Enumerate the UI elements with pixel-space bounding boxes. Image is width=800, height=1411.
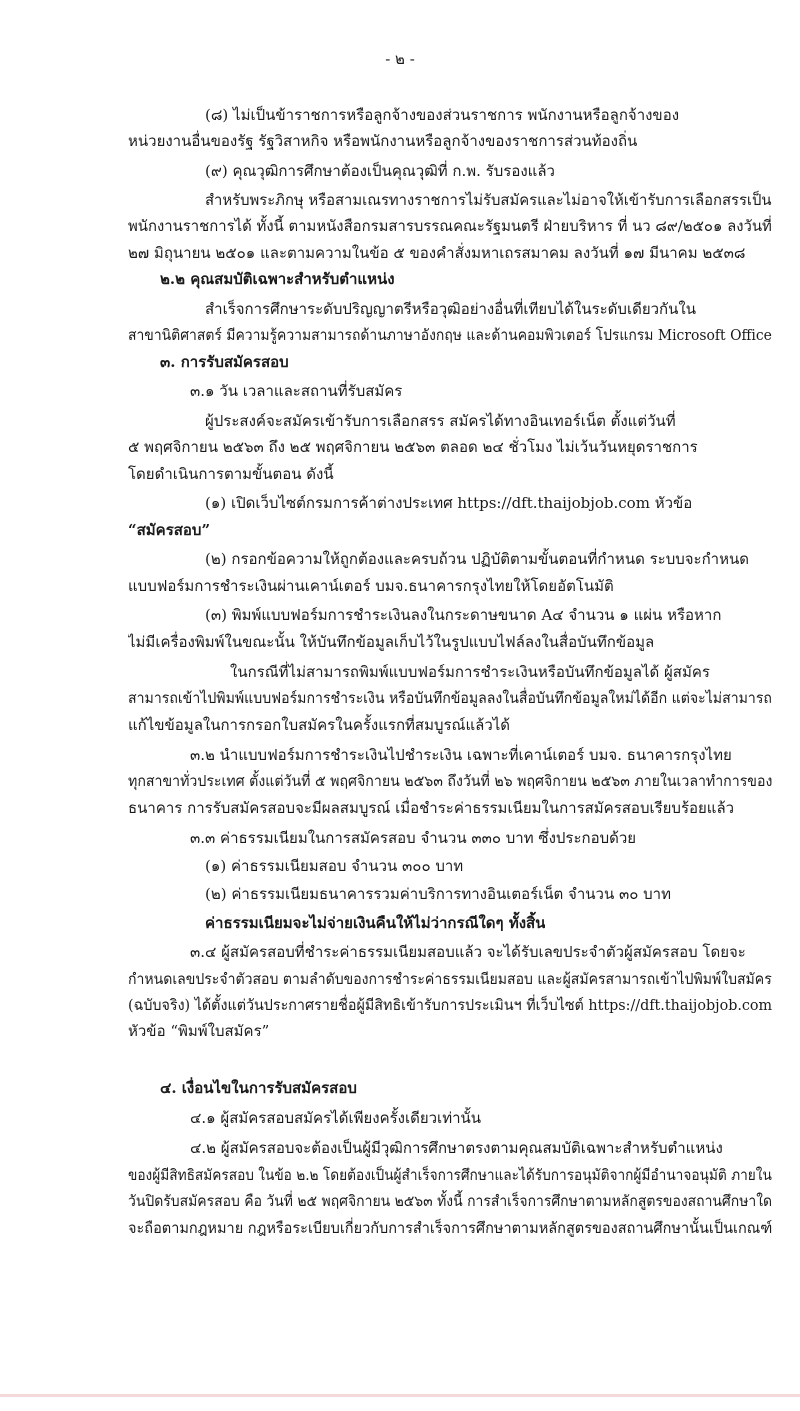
text-line-d4: หัวข้อ “พิมพ์ใบสมัคร” xyxy=(128,1022,270,1040)
text-line-d3: (ฉบับจริง) ได้ตั้งแต่วันประกาศรายชื่อผู้มีสิทธิเข้ารับการประเมินฯ ที่เว็บไซต์ https://dft.thaijobjob.com xyxy=(128,996,773,1014)
text-line-h22: ๒.๒ คุณสมบัติเฉพาะสำหรับตำแหน่ง xyxy=(160,270,395,288)
text-line-h4: ๔. เงื่อนไขในการรับสมัครสอบ xyxy=(160,1079,357,1097)
text-line-s1: สำเร็จการศึกษาระดับปริญญาตรีหรือวุฒิอย่างอื่นที่เทียบได้ในระดับเดียวกันใน xyxy=(205,300,696,318)
text-line-f1: (๑) ค่าธรรมเนียมสอบ จำนวน ๓๐๐ บาท xyxy=(205,857,464,875)
text-line-q9: (๙) คุณวุฒิการศึกษาต้องเป็นคุณวุฒิที่ ก.พ. รับรองแล้ว xyxy=(205,162,555,180)
text-line-h3: ๓. การรับสมัครสอบ xyxy=(160,353,289,371)
text-line-p2b: แบบฟอร์มการชำระเงินผ่านเคาน์เตอร์ บมจ.ธนาคารกรุงไทยให้โดยอัตโนมัติ xyxy=(128,577,614,595)
text-line-f3: ค่าธรรมเนียมจะไม่จ่ายเงินคืนให้ไม่ว่ากรณีใดๆ ทั้งสิ้น xyxy=(205,914,546,932)
text-line-p1b: “สมัครสอบ” xyxy=(128,521,211,539)
text-line-p2: (๒) กรอกข้อความให้ถูกต้องและครบถ้วน ปฏิบัติตามขั้นตอนที่กำหนด ระบบจะกำหนด xyxy=(205,550,749,568)
page-number: - ๒ - xyxy=(385,50,415,68)
text-line-e2: ของผู้มีสิทธิสมัครสอบ ในข้อ ๒.๒ โดยต้องเป็นผู้สำเร็จการศึกษาและได้รับการอนุมัติจากผู้มีอำนาจอนุมัติ ภายใน xyxy=(128,1166,772,1184)
text-line-q8: (๘) ไม่เป็นข้าราชการหรือลูกจ้างของส่วนราชการ พนักงานหรือลูกจ้างของ xyxy=(205,106,680,124)
text-line-n2: สามารถเข้าไปพิมพ์แบบฟอร์มการชำระเงิน หรือบันทึกข้อมูลลงในสื่อบันทึกข้อมูลใหม่ได้อีก แต่จะไม่สามารถ xyxy=(128,689,772,707)
text-line-p3b: ไม่มีเครื่องพิมพ์ในขณะนั้น ให้บันทึกข้อมูลเก็บไว้ในรูปแบบไฟล์ลงในสื่อบันทึกข้อมูล xyxy=(128,633,655,651)
text-line-c3: ธนาคาร การรับสมัครสอบจะมีผลสมบูรณ์ เมื่อชำระค่าธรรมเนียมในการสมัครสอบเรียบร้อยแล้ว xyxy=(128,799,735,817)
text-line-h31: ๓.๑ วัน เวลาและสถานที่รับสมัคร xyxy=(190,382,403,400)
text-line-p1: (๑) เปิดเว็บไซต์กรมการค้าต่างประเทศ https://dft.thaijobjob.com หัวข้อ xyxy=(205,494,693,512)
text-line-e4: จะถือตามกฎหมาย กฎหรือระเบียบเกี่ยวกับการสำเร็จการศึกษาตามหลักสูตรของสถานศึกษานั้นเป็นเกณฑ์ xyxy=(128,1219,773,1237)
text-line-h42: ๔.๒ ผู้สมัครสอบจะต้องเป็นผู้มีวุฒิการศึกษาตรงตามคุณสมบัติเฉพาะสำหรับตำแหน่ง xyxy=(190,1139,723,1157)
text-line-h32: ๓.๒ นำแบบฟอร์มการชำระเงินไปชำระเงิน เฉพาะที่เคาน์เตอร์ บมจ. ธนาคารกรุงไทย xyxy=(190,746,732,764)
text-line-n3: แก้ไขข้อมูลในการกรอกใบสมัครในครั้งแรกที่สมบูรณ์แล้วได้ xyxy=(128,716,511,734)
page-bottom-edge xyxy=(0,1394,800,1397)
text-line-p3: (๓) พิมพ์แบบฟอร์มการชำระเงินลงในกระดาษขนาด A๔ จำนวน ๑ แผ่น หรือหาก xyxy=(205,606,722,624)
text-line-m1: สำหรับพระภิกษุ หรือสามเณรทางราชการไม่รับสมัครและไม่อาจให้เข้ารับการเลือกสรรเป็น xyxy=(205,191,772,209)
text-line-r3: โดยดำเนินการตามขั้นตอน ดังนี้ xyxy=(128,465,334,483)
text-line-s2: สาขานิติศาสตร์ มีความรู้ความสามารถด้านภาษาอังกฤษ และด้านคอมพิวเตอร์ โปรแกรม Microsoft Office xyxy=(128,326,772,344)
text-line-q8b: หน่วยงานอื่นของรัฐ รัฐวิสาหกิจ หรือพนักงานหรือลูกจ้างของราชการส่วนท้องถิ่น xyxy=(128,132,638,150)
text-line-f2: (๒) ค่าธรรมเนียมธนาคารรวมค่าบริการทางอินเตอร์เน็ต จำนวน ๓๐ บาท xyxy=(205,885,671,903)
text-line-d2: กำหนดเลขประจำตัวสอบ ตามลำดับของการชำระค่าธรรมเนียมสอบ และผู้สมัครสามารถเข้าไปพิมพ์ใบสมัคร xyxy=(128,970,772,988)
text-line-h34: ๓.๔ ผู้สมัครสอบที่ชำระค่าธรรมเนียมสอบแล้ว จะได้รับเลขประจำตัวผู้สมัครสอบ โดยจะ xyxy=(190,943,746,961)
text-line-m3: ๒๗ มิถุนายน ๒๕๐๑ และตามความในข้อ ๕ ของคำสั่งมหาเถรสมาคม ลงวันที่ ๑๗ มีนาคม ๒๕๓๘ xyxy=(128,244,746,262)
text-line-h41: ๔.๑ ผู้สมัครสอบสมัครได้เพียงครั้งเดียวเท่านั้น xyxy=(190,1109,482,1127)
text-line-r1: ผู้ประสงค์จะสมัครเข้ารับการเลือกสรร สมัครได้ทางอินเทอร์เน็ต ตั้งแต่วันที่ xyxy=(205,412,676,430)
text-line-c2: ทุกสาขาทั่วประเทศ ตั้งแต่วันที่ ๕ พฤศจิกายน ๒๕๖๓ ถึงวันที่ ๒๖ พฤศจิกายน ๒๕๖๓ ภายในเวลาทำการของ xyxy=(128,772,773,790)
text-line-r2: ๕ พฤศจิกายน ๒๕๖๓ ถึง ๒๕ พฤศจิกายน ๒๕๖๓ ตลอด ๒๔ ชั่วโมง ไม่เว้นวันหยุดราชการ xyxy=(128,438,698,456)
text-line-e3: วันปิดรับสมัครสอบ คือ วันที่ ๒๕ พฤศจิกายน ๒๕๖๓ ทั้งนี้ การสำเร็จการศึกษาตามหลักสูตรของสถานศึกษาใด xyxy=(128,1192,773,1210)
text-line-m2: พนักงานราชการได้ ทั้งนี้ ตามหนังสือกรมสารบรรณคณะรัฐมนตรี ฝ่ายบริหาร ที่ นว ๘๙/๒๕๐๑ ลงวันที่ xyxy=(128,217,772,235)
text-line-h33: ๓.๓ ค่าธรรมเนียมในการสมัครสอบ จำนวน ๓๓๐ บาท ซึ่งประกอบด้วย xyxy=(190,829,637,847)
text-line-n1: ในกรณีที่ไม่สามารถพิมพ์แบบฟอร์มการชำระเงินหรือบันทึกข้อมูลได้ ผู้สมัคร xyxy=(230,663,710,681)
